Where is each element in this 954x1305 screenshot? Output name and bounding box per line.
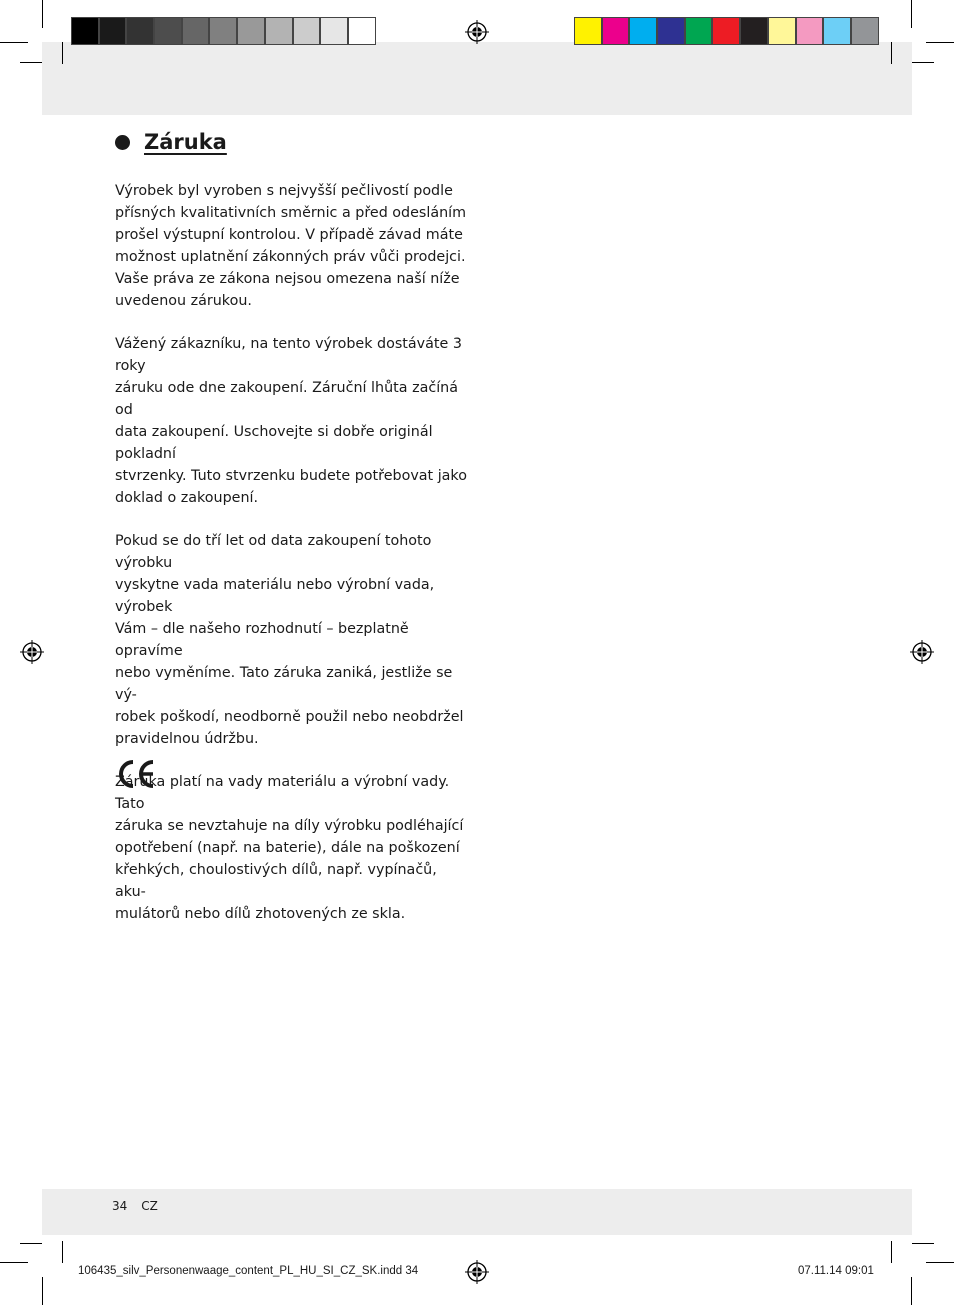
- crop-mark: [62, 1241, 63, 1263]
- paragraph: Vážený zákazníku, na tento výrobek dostáváte 3 roky záruku ode dne zakoupení. Záruční lhůta začíná od data zakoupení. Uschovejte si dobře originál pokladní stvrzenky. Tuto stvrzenku budete potřebovat jako doklad o zakoupení.: [115, 336, 467, 506]
- color-swatch: [685, 17, 713, 45]
- color-swatch: [99, 17, 127, 45]
- bullet-icon: [115, 135, 130, 150]
- crop-mark: [0, 1262, 28, 1263]
- color-swatch: [712, 17, 740, 45]
- crop-mark: [911, 1277, 912, 1305]
- crop-mark: [912, 1243, 934, 1244]
- crop-mark: [20, 62, 42, 63]
- color-swatch: [293, 17, 321, 45]
- page-number: 34: [112, 1199, 128, 1213]
- footer-band: [42, 1189, 912, 1235]
- section-title: Záruka: [144, 130, 227, 154]
- crop-mark: [891, 42, 892, 64]
- slug-datetime: 07.11.14 09:01: [798, 1265, 874, 1277]
- ce-mark-icon: [115, 759, 157, 789]
- crop-mark: [911, 0, 912, 28]
- color-swatch: [265, 17, 293, 45]
- crop-mark: [891, 1241, 892, 1263]
- color-swatch: [71, 17, 99, 45]
- color-swatch: [126, 17, 154, 45]
- crop-mark: [926, 42, 954, 43]
- crop-mark: [912, 62, 934, 63]
- color-swatch: [796, 17, 824, 45]
- color-swatch: [209, 17, 237, 45]
- crop-mark: [62, 42, 63, 64]
- crop-mark: [42, 0, 43, 28]
- color-swatch: [657, 17, 685, 45]
- paragraph: Pokud se do tří let od data zakoupení tohoto výrobku vyskytne vada materiálu nebo výrobní vada, výrobek Vám – dle našeho rozhodnutí – bezplatně opravíme nebo vyměníme. Tato záruka zaniká, jestliže se vý- robek poškodí, neodborně použil nebo neobdržel pravidelnou údržbu.: [115, 533, 464, 747]
- paragraph: Záruka platí na vady materiálu a výrobní vady. Tato záruka se nevztahuje na díly výrobku podléhající opotřebení (např. na baterie), dále na poškození křehkých, choulostivých dílů, např. vypínačů, aku- mulátorů nebo dílů zhotovených ze skla.: [115, 774, 464, 922]
- color-swatch: [320, 17, 348, 45]
- crop-mark: [0, 42, 28, 43]
- page-footer: [112, 1199, 172, 1213]
- registration-mark-icon: [910, 640, 934, 664]
- color-swatch: [823, 17, 851, 45]
- color-swatch: [768, 17, 796, 45]
- warranty-text: [115, 180, 467, 946]
- color-swatch: [851, 17, 879, 45]
- color-swatch: [154, 17, 182, 45]
- registration-mark-icon: [20, 640, 44, 664]
- color-swatch: [629, 17, 657, 45]
- process-color-bar: [574, 17, 879, 47]
- crop-mark: [926, 1262, 954, 1263]
- crop-mark: [20, 1243, 42, 1244]
- header-band: [42, 42, 912, 115]
- color-swatch: [574, 17, 602, 45]
- color-swatch: [182, 17, 210, 45]
- color-swatch: [348, 17, 376, 45]
- grayscale-color-bar: [71, 17, 376, 47]
- registration-mark-icon: [465, 20, 489, 44]
- color-swatch: [740, 17, 768, 45]
- section-heading: [115, 130, 227, 154]
- language-code: CZ: [141, 1199, 158, 1213]
- color-swatch: [237, 17, 265, 45]
- paragraph: Výrobek byl vyroben s nejvyšší pečlivostí podle přísných kvalitativních směrnic a před odesláním prošel výstupní kontrolou. V případě závad máte možnost uplatnění zákonných práv vůči prodejci. Vaše práva ze zákona nejsou omezena naší níže uvedenou zárukou.: [115, 183, 467, 309]
- crop-mark: [42, 1277, 43, 1305]
- slug-filename: 106435_silv_Personenwaage_content_PL_HU_SI_CZ_SK.indd 34: [78, 1265, 419, 1277]
- color-swatch: [602, 17, 630, 45]
- registration-mark-icon: [465, 1260, 489, 1284]
